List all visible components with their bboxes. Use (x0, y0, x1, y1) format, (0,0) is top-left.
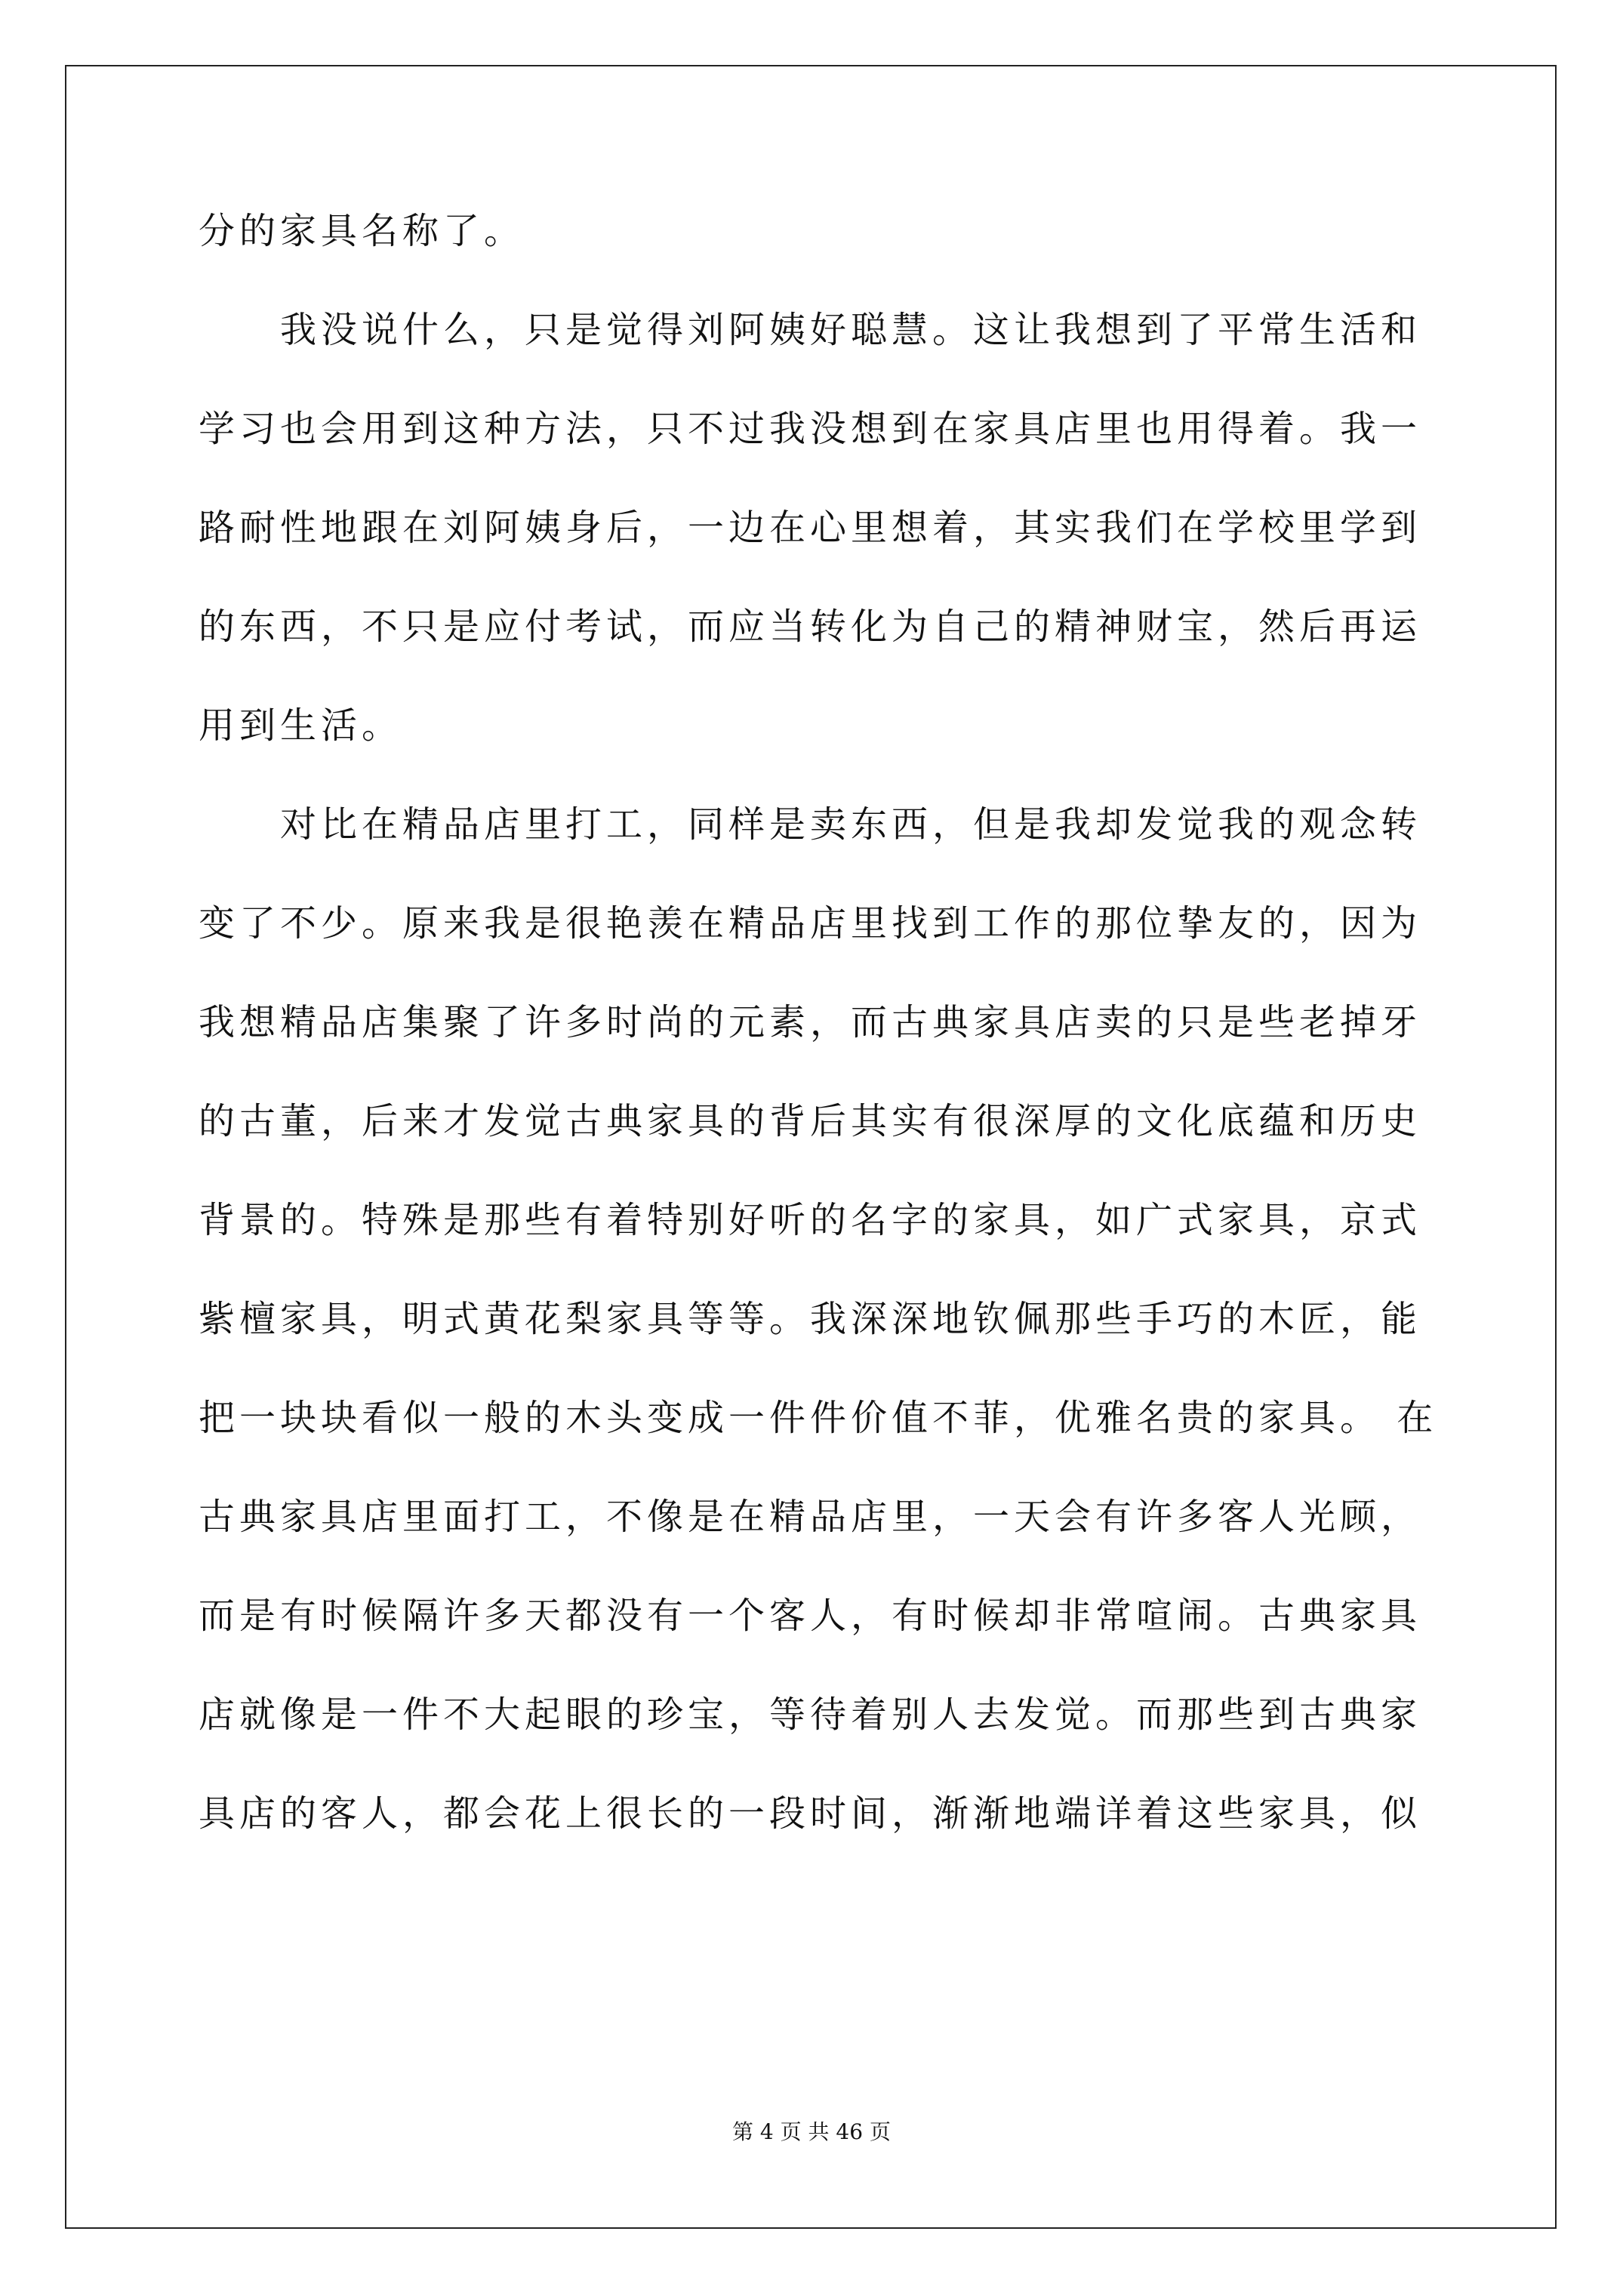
text-line-16: 店就像是一件不大起眼的珍宝，等待着别人去发觉。而那些到古典家 (199, 1693, 1422, 1736)
text-line-2: 我没说什么，只是觉得刘阿姨好聪慧。这让我想到了平常生活和 (280, 309, 1422, 351)
text-line-4: 路耐性地跟在刘阿姨身后，一边在心里想着，其实我们在学校里学到 (199, 507, 1422, 549)
text-line-15: 而是有时候隔许多天都没有一个客人，有时候却非常喧闹。古典家具 (199, 1595, 1422, 1637)
text-line-7: 对比在精品店里打工，同样是卖东西，但是我却发觉我的观念转 (280, 803, 1422, 846)
text-line-5: 的东西，不只是应付考试，而应当转化为自己的精神财宝，然后再运 (199, 606, 1422, 648)
text-line-6: 用到生活。 (199, 704, 403, 747)
text-line-3: 学习也会用到这种方法，只不过我没想到在家具店里也用得着。我一 (199, 408, 1422, 450)
text-line-1: 分的家具名称了。 (199, 210, 525, 252)
text-line-14: 古典家具店里面打工，不像是在精品店里，一天会有许多客人光顾， (199, 1496, 1422, 1538)
page-number-footer: 第 4 页 共 46 页 (732, 2119, 891, 2144)
text-line-11: 背景的。特殊是那些有着特别好听的名字的家具，如广式家具，京式 (199, 1199, 1422, 1241)
text-line-9: 我想精品店集聚了许多时尚的元素，而古典家具店卖的只是些老掉牙 (199, 1001, 1422, 1043)
text-line-12: 紫檀家具，明式黄花梨家具等等。我深深地钦佩那些手巧的木匠，能 (199, 1298, 1422, 1340)
text-line-17: 具店的客人，都会花上很长的一段时间，渐渐地端详着这些家具，似 (199, 1792, 1422, 1835)
text-line-8: 变了不少。原来我是很艳羡在精品店里找到工作的那位挚友的，因为 (199, 902, 1422, 945)
text-line-10: 的古董，后来才发觉古典家具的背后其实有很深厚的文化底蕴和历史 (199, 1100, 1422, 1142)
text-line-13: 把一块块看似一般的木头变成一件件价值不菲，优雅名贵的家具。 在 (199, 1397, 1438, 1439)
